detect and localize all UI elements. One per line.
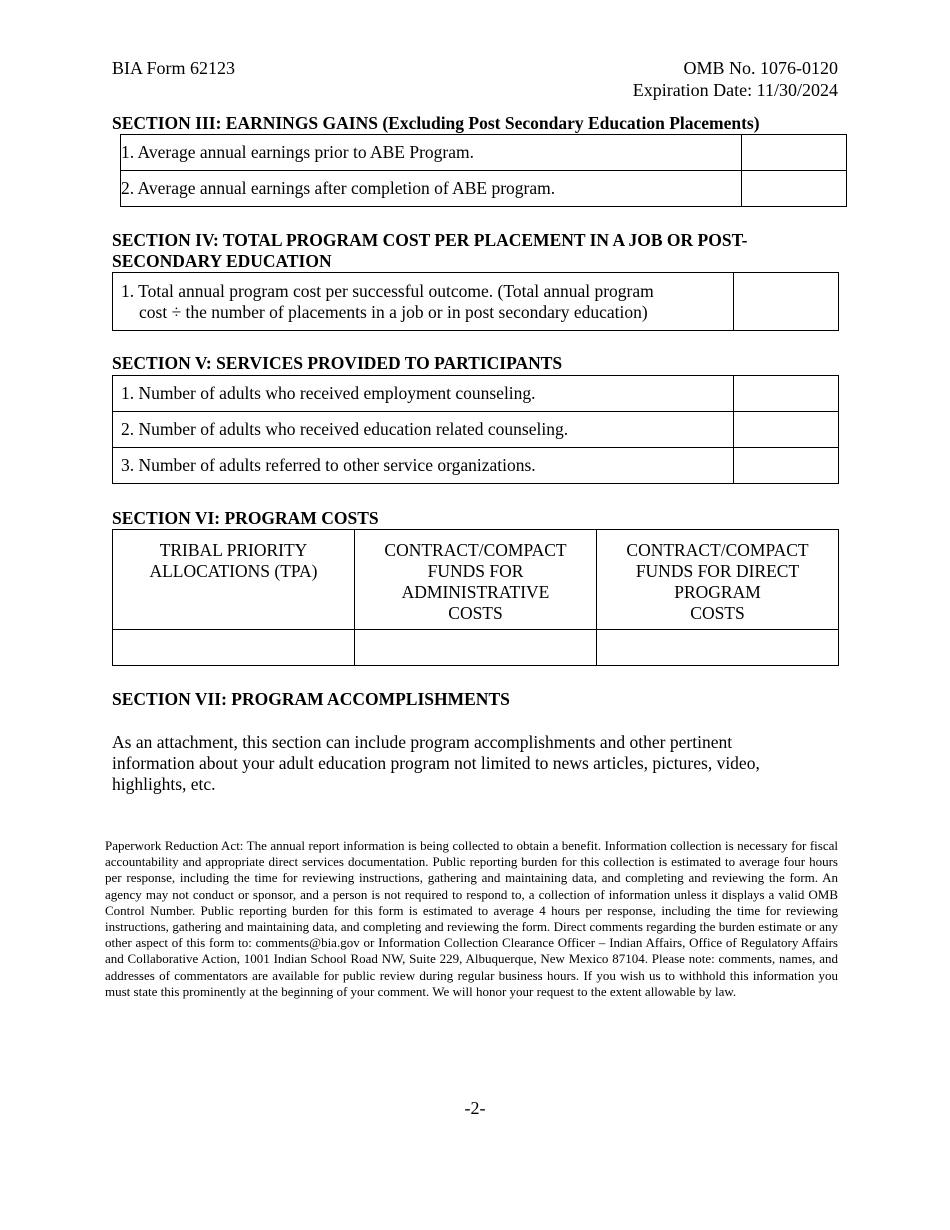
section-4-row-1-label (113, 273, 734, 331)
tpa-header-line-2: ALLOCATIONS (TPA) (149, 561, 318, 581)
admin-header-line-4: COSTS (448, 603, 503, 623)
admin-header-line-3: ADMINISTRATIVE (401, 582, 550, 602)
section-4-table (112, 272, 839, 331)
section-6-title: SECTION VI: PROGRAM COSTS (112, 508, 379, 528)
direct-header-line-3: PROGRAM (674, 582, 761, 602)
form-id: BIA Form 62123 (112, 58, 236, 78)
admin-costs-amount-input[interactable] (355, 630, 597, 666)
paperwork-reduction-notice: Paperwork Reduction Act: The annual report information is being collected to obtain a benefit. Information collection is necessary for fiscal accountability and appropriate direct services documentation. Public reporting burden for this collection is estimated to average four hours per response, including the time for reviewing instructions, gathering and maintaining data, and completing and reviewing the form. An agency may not conduct or sponsor, and a person is not required to respond to, a collection of information unless it displays a valid OMB Control Number. Public reporting burden for this form is estimated to average 4 hours per response, including the time for reviewing instructions, gathering and maintaining data, and completing and reviewing the form. Direct comments regarding the burden estimate or any other aspect of this form to: comments@bia.gov or Information Collection Clearance Officer – Indian Affairs, Office of Regulatory Affairs and Collaborative Action, 1001 Indian School Road NW, Suite 229, Albuquerque, New Mexico 87104. Please note: comments, names, and addresses of commentators are available for public review during regular business hours. If you wish us to withhold this information you must state this prominently at the beginning of your comment. We will honor your request to the extent allowable by law. (105, 838, 838, 999)
section-4-row-1-input[interactable] (734, 273, 839, 331)
tpa-header-line-1: TRIBAL PRIORITY (159, 540, 308, 560)
admin-costs-column-header (355, 530, 597, 630)
section-3-row-1-input[interactable] (742, 135, 847, 171)
direct-header-line-1: CONTRACT/COMPACT (626, 540, 809, 560)
tpa-column-header (113, 530, 355, 630)
direct-costs-amount-input[interactable] (597, 630, 839, 666)
program-costs-table (112, 529, 839, 666)
omb-number: OMB No. 1076-0120 (683, 58, 838, 78)
section-3-row-1-label: 1. Average annual earnings prior to ABE Program. (121, 135, 742, 171)
section-4-row-1-line-1: 1. Total annual program cost per successful outcome. (Total annual program (121, 280, 654, 301)
section-4-title-line-2: SECONDARY EDUCATION (112, 251, 332, 271)
section-3-table (120, 134, 847, 207)
section-5-row-3-input[interactable] (734, 448, 839, 484)
expiration-date: Expiration Date: 11/30/2024 (632, 80, 838, 100)
section-7-body-line-2: information about your adult education program not limited to news articles, pictures, video, (112, 753, 760, 773)
admin-header-line-2: FUNDS FOR (427, 561, 524, 581)
direct-header-line-4: COSTS (690, 603, 745, 623)
section-5-row-1-label: 1. Number of adults who received employment counseling. (113, 376, 734, 412)
tpa-amount-input[interactable] (113, 630, 355, 666)
direct-header-line-2: FUNDS FOR DIRECT (635, 561, 800, 581)
section-5-row-2-label: 2. Number of adults who received education related counseling. (113, 412, 734, 448)
direct-costs-column-header (597, 530, 839, 630)
section-4-row-1-line-2: cost ÷ the number of placements in a job or in post secondary education) (139, 301, 648, 322)
section-4-title-line-1: SECTION IV: TOTAL PROGRAM COST PER PLACEMENT IN A JOB OR POST- (112, 230, 748, 250)
section-3-title: SECTION III: EARNINGS GAINS (Excluding Post Secondary Education Placements) (112, 113, 760, 133)
section-7-body-line-1: As an attachment, this section can include program accomplishments and other pertinent (112, 732, 733, 752)
section-7-body-line-3: highlights, etc. (112, 774, 216, 794)
page-number: -2- (464, 1098, 486, 1118)
admin-header-line-1: CONTRACT/COMPACT (384, 540, 567, 560)
section-5-row-1-input[interactable] (734, 376, 839, 412)
section-3-row-2-input[interactable] (742, 171, 847, 207)
section-5-table (112, 375, 839, 484)
section-5-row-2-input[interactable] (734, 412, 839, 448)
section-5-row-3-label: 3. Number of adults referred to other service organizations. (113, 448, 734, 484)
section-3-row-2-label: 2. Average annual earnings after completion of ABE program. (121, 171, 742, 207)
section-5-title: SECTION V: SERVICES PROVIDED TO PARTICIPANTS (112, 353, 563, 373)
section-7-title: SECTION VII: PROGRAM ACCOMPLISHMENTS (112, 689, 510, 709)
section-7-body (112, 732, 760, 795)
